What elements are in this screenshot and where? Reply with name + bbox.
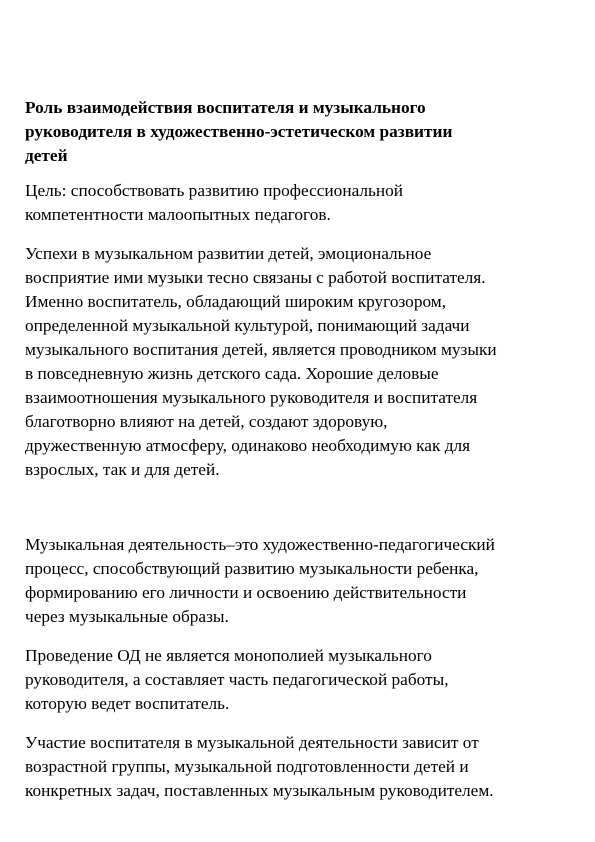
paragraph-line: взаимоотношения музыкального руководителя и воспитателя: [25, 388, 478, 407]
paragraph-line: в повседневную жизнь детского сада. Хорошие деловые: [25, 364, 439, 383]
paragraph-line: через музыкальные образы.: [25, 607, 229, 626]
paragraph-line: которую ведет воспитатель.: [25, 694, 230, 713]
paragraph-line: конкретных задач, поставленных музыкальным руководителем.: [25, 781, 494, 800]
paragraph-line: формированию его личности и освоению действительности: [25, 583, 467, 602]
title-line: детей: [25, 146, 68, 165]
paragraph-line: дружественную атмосферу, одинаково необходимую как для: [25, 436, 471, 455]
title-line: Роль взаимодействия воспитателя и музыкального: [25, 98, 426, 117]
paragraph-music-activity: [25, 533, 580, 629]
document-title: [25, 96, 580, 168]
goal-paragraph: [25, 179, 580, 227]
paragraph-line: восприятие ими музыки тесно связаны с работой воспитателя.: [25, 268, 486, 287]
paragraph-line: процесс, способствующий развитию музыкальности ребенка,: [25, 559, 479, 578]
title-line: руководителя в художественно-эстетическом развитии: [25, 122, 453, 141]
paragraph-line: Музыкальная деятельность–это художественно-педагогический: [25, 535, 495, 554]
paragraph-educator-participation: [25, 731, 580, 803]
paragraph-line: Успехи в музыкальном развитии детей, эмоциональное: [25, 244, 432, 263]
paragraph-line: благотворно влияют на детей, создают здоровую,: [25, 412, 388, 431]
paragraph-line: определенной музыкальной культурой, понимающий задачи: [25, 316, 470, 335]
paragraph-line: возрастной группы, музыкальной подготовленности детей и: [25, 757, 469, 776]
paragraph-line: музыкального воспитания детей, является проводником музыки: [25, 340, 497, 359]
paragraph-line: Участие воспитателя в музыкальной деятельности зависит от: [25, 733, 479, 752]
paragraph-music-development: [25, 242, 580, 482]
goal-line: Цель: способствовать развитию профессиональной: [25, 181, 404, 200]
paragraph-line: Именно воспитатель, обладающий широким кругозором,: [25, 292, 447, 311]
paragraph-educational-activity: [25, 644, 580, 716]
paragraph-line: взрослых, так и для детей.: [25, 460, 220, 479]
paragraph-line: руководителя, а составляет часть педагогической работы,: [25, 670, 449, 689]
goal-line: компетентности малоопытных педагогов.: [25, 205, 331, 224]
document-body: [25, 96, 580, 818]
paragraph-line: Проведение ОД не является монополией музыкального: [25, 646, 432, 665]
